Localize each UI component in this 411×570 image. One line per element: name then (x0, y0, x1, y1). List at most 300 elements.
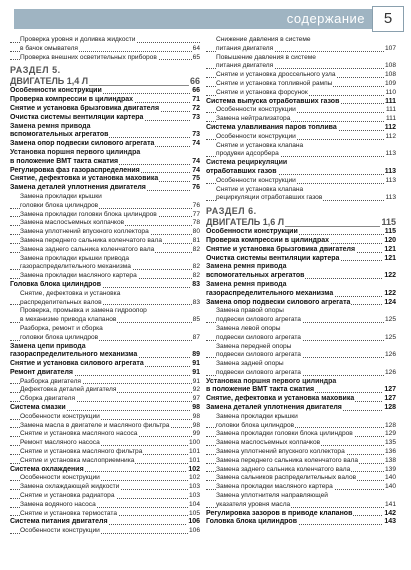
toc-entry-title: указателя уровня масла (216, 500, 291, 508)
toc-entry-page: 66 (189, 76, 200, 87)
toc-entry[interactable] (10, 228, 200, 237)
toc-entry[interactable] (10, 131, 200, 140)
toc-entry-page: 76 (192, 201, 200, 209)
toc-entry[interactable] (10, 219, 200, 228)
toc-entry-title: Снятие и установка маслоприемника (20, 456, 135, 464)
toc-entry[interactable] (10, 114, 200, 123)
toc-entry-page: 71 (192, 96, 200, 104)
toc-entry-title: Замена деталей уплотнения двигателя (10, 184, 146, 192)
toc-entry-page: 103 (188, 492, 200, 500)
chapter-heading[interactable] (206, 217, 396, 228)
toc-entry[interactable] (206, 106, 396, 115)
toc-entry[interactable] (206, 45, 396, 54)
toc-entry-title: Замена прокладки головки блока цилиндров (20, 210, 157, 218)
toc-entry[interactable] (206, 168, 396, 177)
toc-entry[interactable] (206, 71, 396, 80)
toc-entry-page: 82 (192, 263, 200, 271)
toc-entry[interactable] (206, 159, 396, 168)
toc-entry-title: Особенности конструкции (216, 132, 296, 140)
toc-entry[interactable] (10, 404, 200, 413)
toc-entry-title: подвески силового агрегата (216, 368, 301, 376)
toc-entry-page: 142 (384, 509, 396, 517)
toc-entry-title: Замена прокладки головки блока цилиндров (216, 430, 353, 438)
toc-entry-page: 98 (192, 404, 200, 412)
toc-entry[interactable] (206, 255, 396, 264)
toc-entry[interactable] (10, 246, 200, 255)
toc-entry-title: Проверка, промывка и замена гидроопор (20, 307, 147, 315)
toc-entry[interactable] (10, 175, 200, 184)
toc-entry[interactable] (206, 474, 396, 483)
toc-entry-title: Замена маслосъемных колпачков (216, 439, 321, 447)
toc-entry-title: Головка блока цилиндров (10, 280, 101, 288)
toc-entry[interactable] (10, 211, 200, 220)
toc-entry-title: Снятие и установка силового агрегата (10, 360, 144, 368)
toc-entry-page: 125 (384, 333, 396, 341)
toc-entry-page: 91 (192, 360, 200, 368)
toc-entry-page: 80 (192, 228, 200, 236)
toc-right-column (206, 36, 396, 527)
toc-entry-page: 97 (192, 395, 200, 403)
toc-entry[interactable] (10, 483, 200, 492)
toc-entry-page: 139 (384, 465, 396, 473)
toc-entry-title: Снижение давления в системе (216, 36, 311, 43)
toc-entry-title: питания двигателя (216, 62, 274, 70)
toc-entry-page: 129 (384, 430, 396, 438)
toc-entry-title: ДВИГАТЕЛЬ 1,4 Л (10, 76, 89, 87)
toc-entry[interactable] (206, 290, 396, 299)
toc-entry[interactable] (206, 378, 396, 387)
toc-entry-page: 136 (384, 448, 396, 456)
toc-entry[interactable] (10, 510, 200, 519)
header-title: содержание (286, 11, 365, 26)
toc-entry-page: 78 (192, 219, 200, 227)
toc-left-column (10, 36, 200, 536)
toc-entry-page: 113 (385, 194, 396, 202)
toc-entry-page: 85 (192, 316, 200, 324)
toc-entry-title: Особенности конструкции (20, 474, 100, 482)
toc-entry-title: Проверка компрессии в цилиндрах (10, 96, 134, 104)
toc-entry-title: Снятие и установка термостата (20, 509, 118, 517)
toc-entry[interactable] (10, 149, 200, 158)
toc-entry-title: Снятие и установка форсунок (216, 88, 308, 96)
toc-entry-title: Сборка двигателя (20, 395, 76, 403)
toc-entry-title: питания двигателя (216, 44, 274, 52)
toc-entry-title: Регулировка фаз газораспределения (10, 166, 140, 174)
toc-entry[interactable] (10, 105, 200, 114)
toc-entry-title: Замена заднего сальника коленчатого вала (20, 245, 155, 253)
toc-entry-page: 98 (192, 412, 200, 420)
toc-entry-title: Особенности конструкции (20, 412, 100, 420)
toc-entry[interactable] (10, 96, 200, 105)
toc-entry-page: 122 (384, 272, 396, 280)
toc-entry-title: Замена деталей уплотнения двигателя (206, 404, 342, 412)
page-number: 5 (372, 6, 404, 32)
toc-entry[interactable] (10, 87, 200, 96)
toc-entry-title: Очистка системы вентиляции картера (10, 113, 144, 121)
toc-entry-page: 113 (384, 167, 396, 175)
toc-entry-title: Разборка двигателя (20, 377, 81, 385)
toc-entry-title: Установка поршня первого цилиндра (206, 377, 337, 385)
toc-entry[interactable] (10, 167, 200, 176)
toc-entry-page: 92 (192, 386, 200, 394)
toc-entry-title: Замена нейтрализатора (216, 115, 291, 123)
toc-entry-page: 102 (188, 465, 200, 473)
toc-entry[interactable] (10, 299, 200, 308)
toc-entry[interactable] (206, 360, 396, 369)
toc-entry-title: подвески силового агрегата (216, 333, 301, 341)
toc-entry-page: 109 (384, 79, 396, 87)
page-header (0, 6, 411, 32)
toc-entry[interactable] (206, 228, 396, 237)
toc-entry[interactable] (10, 316, 200, 325)
toc-entry[interactable] (206, 386, 396, 395)
toc-entry-page: 75 (192, 175, 200, 183)
toc-entry-title: Замена цепи привода (10, 342, 86, 350)
toc-entry-page: 120 (384, 236, 396, 244)
toc-entry-title: Замена прокладки крышки (216, 412, 298, 420)
toc-entry-page: 124 (384, 298, 396, 306)
toc-entry[interactable] (10, 351, 200, 360)
toc-entry[interactable] (206, 237, 396, 246)
toc-entry-title: Система смазки (10, 404, 66, 412)
toc-entry-title: Особенности конструкции (20, 527, 100, 535)
toc-entry[interactable] (206, 343, 396, 352)
toc-entry-title: Дефектовка деталей двигателя (20, 386, 117, 394)
toc-entry-title: Снятие и установка масляного фильтра (20, 448, 143, 456)
chapter-heading[interactable] (10, 76, 200, 87)
toc-entry[interactable] (206, 492, 396, 501)
toc-entry-title: Замена заднего сальника коленчатого вала (216, 465, 351, 473)
toc-entry-title: Замена водяного насоса (20, 500, 96, 508)
toc-entry-title: рециркуляции отработавших газов (216, 194, 323, 202)
toc-entry-title: Замена уплотнений впускного коллектора (20, 228, 149, 236)
toc-entry-page: 127 (384, 395, 396, 403)
toc-entry[interactable] (206, 430, 396, 439)
toc-entry-title: Замена прокладки крышки (20, 192, 102, 200)
toc-entry-title: ДВИГАТЕЛЬ 1,6 Л (206, 217, 285, 228)
toc-entry[interactable] (206, 404, 396, 413)
toc-entry-title: Замена прокладки крышки привода (20, 254, 129, 262)
toc-entry-page: 121 (384, 254, 396, 262)
toc-entry[interactable] (206, 457, 396, 466)
toc-entry[interactable] (10, 422, 200, 431)
toc-entry-page: 73 (192, 113, 200, 121)
toc-entry[interactable] (10, 281, 200, 290)
toc-entry-page: 77 (192, 210, 200, 218)
toc-entry-page: 102 (188, 474, 200, 482)
toc-entry[interactable] (206, 351, 396, 360)
toc-entry[interactable] (206, 316, 396, 325)
toc-entry-title: в положение ВМТ такта сжатия (206, 386, 315, 394)
toc-entry-page: 140 (384, 483, 396, 491)
toc-entry-page: 108 (384, 71, 396, 79)
toc-entry-title: Замена переднего сальника коленчатого вала (216, 456, 359, 464)
toc-entry-title: Система охлаждения (10, 465, 84, 473)
toc-entry-page: 113 (385, 176, 396, 184)
toc-entry[interactable] (10, 395, 200, 404)
toc-entry[interactable] (10, 263, 200, 272)
toc-entry[interactable] (206, 307, 396, 316)
toc-entry-page: 112 (385, 132, 396, 140)
toc-entry-title: Снятие, дефектовка и установка маховика (206, 395, 355, 403)
toc-entry-page: 74 (192, 140, 200, 148)
toc-entry[interactable] (10, 193, 200, 202)
toc-entry-title: Замена ремня привода (206, 280, 287, 288)
toc-entry-page: 121 (384, 245, 396, 253)
toc-entry-page: 76 (192, 184, 200, 192)
toc-entry[interactable] (206, 263, 396, 272)
toc-entry-page: 140 (384, 474, 396, 482)
toc-entry-page: 107 (384, 44, 396, 52)
toc-entry-title: Замена маслосъемных колпачков (20, 219, 125, 227)
toc-entry-title: Ремонт двигателя (10, 368, 73, 376)
toc-entry-title: Разборка, ремонт и сборка (20, 324, 103, 332)
toc-entry-title: Снятие и установка брызговика двигателя (10, 104, 160, 112)
toc-entry-title: отработавших газов (206, 167, 277, 175)
toc-entry-title: Замена опор подвески силового агрегата (206, 298, 351, 306)
toc-entry-title: Особенности конструкции (10, 87, 102, 95)
toc-entry-title: Очистка системы вентиляции картера (206, 254, 340, 262)
toc-entry-title: в механизме привода клапанов (20, 316, 117, 324)
toc-entry-title: вспомогательных агрегатов (206, 272, 305, 280)
toc-entry[interactable] (206, 448, 396, 457)
toc-entry-page: 143 (384, 518, 396, 526)
toc-entry[interactable] (10, 255, 200, 264)
toc-entry-page: 74 (192, 157, 200, 165)
toc-entry[interactable] (206, 186, 396, 195)
toc-entry-title: продувки адсорбера (216, 150, 279, 158)
toc-entry-page: 74 (192, 166, 200, 174)
toc-entry[interactable] (206, 246, 396, 255)
toc-entry-title: в бачок омывателя (20, 44, 79, 52)
toc-entry-title: подвески силового агрегата (216, 316, 301, 324)
toc-entry-page: 108 (384, 62, 396, 70)
toc-entry[interactable] (10, 492, 200, 501)
toc-entry-title: Проверка компрессии в цилиндрах (206, 236, 330, 244)
toc-entry-title: Замена уплотнителя направляющей (216, 492, 328, 500)
toc-entry-page: 110 (385, 88, 396, 96)
toc-entry-title: Проверка внешних осветительных приборов (20, 53, 157, 61)
toc-entry[interactable] (10, 430, 200, 439)
toc-entry[interactable] (10, 140, 200, 149)
toc-entry-title: Особенности конструкции (216, 176, 296, 184)
toc-entry[interactable] (206, 150, 396, 159)
toc-entry-title: Снятие, дефектовка и установка (20, 289, 121, 297)
toc-entry-title: Замена переднего сальника коленчатого вала (20, 236, 163, 244)
toc-entry[interactable] (10, 466, 200, 475)
toc-entry[interactable] (10, 501, 200, 510)
toc-entry[interactable] (10, 202, 200, 211)
toc-entry-page: 111 (385, 106, 396, 114)
toc-entry[interactable] (10, 325, 200, 334)
toc-entry-page: 87 (192, 333, 200, 341)
toc-entry-page: 128 (384, 421, 396, 429)
toc-entry-page: 91 (192, 368, 200, 376)
toc-entry-title: Особенности конструкции (216, 106, 296, 114)
toc-entry[interactable] (206, 299, 396, 308)
toc-entry-page: 81 (192, 236, 200, 244)
toc-entry-page: 103 (188, 483, 200, 491)
toc-entry[interactable] (206, 177, 396, 186)
toc-entry[interactable] (206, 510, 396, 519)
toc-entry-page: 115 (381, 217, 396, 228)
toc-entry-page: 115 (384, 228, 396, 236)
toc-entry-title: Регулировка зазоров в приводе клапанов (206, 509, 353, 517)
toc-entry[interactable] (206, 36, 396, 45)
toc-entry-page: 122 (384, 289, 396, 297)
toc-entry-page: 66 (192, 87, 200, 95)
toc-entry[interactable] (206, 98, 396, 107)
toc-entry[interactable] (10, 360, 200, 369)
toc-entry[interactable] (206, 439, 396, 448)
toc-entry[interactable] (206, 80, 396, 89)
toc-entry[interactable] (206, 272, 396, 281)
toc-entry-page: 82 (192, 272, 200, 280)
toc-entry-page: 65 (192, 53, 200, 61)
toc-entry[interactable] (10, 290, 200, 299)
toc-entry[interactable] (206, 501, 396, 510)
toc-entry-title: Особенности конструкции (206, 228, 298, 236)
toc-entry[interactable] (206, 89, 396, 98)
toc-entry[interactable] (206, 395, 396, 404)
toc-entry-title: распределительных валов (20, 298, 102, 306)
toc-entry-title: Замена левой опоры (216, 324, 281, 332)
toc-entry[interactable] (206, 422, 396, 431)
toc-entry-title: Система улавливания паров топлива (206, 123, 337, 131)
toc-entry-title: подвески силового агрегата (216, 351, 301, 359)
toc-entry[interactable] (206, 142, 396, 151)
toc-entry[interactable] (10, 413, 200, 422)
toc-entry-page: 126 (384, 351, 396, 359)
toc-entry-page: 126 (384, 368, 396, 376)
toc-entry-title: Замена правой опоры (216, 307, 284, 315)
toc-entry-title: Снятие, дефектовка и установка маховика (10, 175, 159, 183)
toc-entry[interactable] (206, 115, 396, 124)
toc-entry-title: Ремонт масляного насоса (20, 439, 100, 447)
toc-entry[interactable] (10, 527, 200, 536)
toc-entry[interactable] (10, 334, 200, 343)
toc-entry[interactable] (206, 483, 396, 492)
toc-entry[interactable] (10, 518, 200, 527)
toc-entry-title: Замена опор подвески силового агрегата (10, 140, 155, 148)
toc-entry-page: 89 (192, 351, 200, 359)
toc-entry-title: головки блока цилиндров (216, 421, 295, 429)
section-heading: РАЗДЕЛ 6. (206, 206, 257, 217)
toc-entry-title: головки блока цилиндров (20, 201, 99, 209)
toc-entry[interactable] (10, 45, 200, 54)
toc-entry[interactable] (10, 184, 200, 193)
toc-entry[interactable] (10, 386, 200, 395)
toc-entry-page: 127 (384, 386, 396, 394)
toc-entry-page: 98 (192, 421, 200, 429)
toc-entry-title: Установка поршня первого цилиндра (10, 148, 141, 156)
toc-entry[interactable] (10, 439, 200, 448)
toc-entry-title: Замена охлаждающей жидкости (20, 483, 120, 491)
toc-entry[interactable] (206, 281, 396, 290)
toc-entry[interactable] (10, 457, 200, 466)
toc-entry-title: головки блока цилиндров (20, 333, 99, 341)
toc-entry[interactable] (206, 369, 396, 378)
toc-entry-page: 113 (385, 150, 396, 158)
toc-entry[interactable] (206, 62, 396, 71)
toc-entry-title: Снятие и установка масляного насоса (20, 430, 138, 438)
toc-entry-page: 82 (192, 245, 200, 253)
toc-entry-title: Проверка уровня и доливка жидкости (20, 36, 136, 43)
toc-entry-title: Снятие и установка топливной рампы (216, 79, 333, 87)
toc-entry-page: 106 (188, 527, 200, 535)
toc-entry[interactable] (10, 36, 200, 45)
toc-entry[interactable] (206, 413, 396, 422)
toc-entry[interactable] (206, 334, 396, 343)
toc-entry-page: 104 (188, 500, 200, 508)
toc-entry[interactable] (206, 54, 396, 63)
toc-entry-title: Система питания двигателя (10, 518, 108, 526)
toc-entry-page: 99 (192, 430, 200, 438)
toc-entry-title: газораспределительного механизма (10, 351, 138, 359)
toc-entry-title: газораспределительного механизма (206, 289, 334, 297)
toc-entry-page: 83 (192, 298, 200, 306)
toc-entry-page: 106 (188, 518, 200, 526)
toc-entry[interactable] (206, 466, 396, 475)
toc-entry-page: 83 (192, 280, 200, 288)
toc-entry[interactable] (10, 307, 200, 316)
toc-entry[interactable] (206, 133, 396, 142)
toc-entry[interactable] (10, 158, 200, 167)
toc-entry-title: Замена масла в двигателе и масляного фильтра (20, 421, 170, 429)
toc-entry-page: 105 (188, 509, 200, 517)
toc-entry[interactable] (206, 325, 396, 334)
toc-entry[interactable] (10, 54, 200, 63)
toc-entry-title: Снятие и установка брызговика двигателя (206, 245, 356, 253)
toc-entry-page: 111 (385, 115, 396, 123)
toc-entry-title: Замена прокладки масляного картера (216, 483, 333, 491)
toc-entry-page: 125 (384, 316, 396, 324)
toc-entry[interactable] (10, 448, 200, 457)
toc-entry-title: Замена ремня привода (10, 122, 91, 130)
toc-entry-title: Замена задней опоры (216, 360, 284, 368)
toc-entry-title: Замена прокладки масляного картера (20, 272, 137, 280)
toc-entry-page: 72 (192, 104, 200, 112)
toc-entry-page: 112 (384, 123, 396, 131)
toc-entry-page: 91 (192, 377, 200, 385)
toc-entry-page: 101 (188, 456, 200, 464)
toc-entry[interactable] (10, 343, 200, 352)
toc-entry-title: Замена передней опоры (216, 342, 292, 350)
toc-entry-title: газораспределительного механизма (20, 263, 131, 271)
toc-entry-page: 73 (192, 131, 200, 139)
toc-entry-page: 141 (384, 500, 396, 508)
toc-entry[interactable] (10, 474, 200, 483)
toc-entry-title: Снятие и установка радиатора (20, 492, 115, 500)
toc-entry[interactable] (206, 518, 396, 527)
toc-entry-title: Снятие и установка клапана (216, 141, 304, 149)
toc-entry[interactable] (10, 378, 200, 387)
toc-entry-title: Замена ремня привода (206, 263, 287, 271)
toc-entry-title: Снятие и установка клапана (216, 185, 304, 193)
toc-entry-page: 111 (385, 97, 396, 105)
toc-entry[interactable] (206, 194, 396, 203)
toc-entry[interactable] (10, 272, 200, 281)
toc-entry[interactable] (10, 123, 200, 132)
toc-entry-page: 101 (188, 448, 200, 456)
toc-entry-page: 128 (384, 404, 396, 412)
toc-entry-title: Система рециркуляции (206, 159, 288, 167)
toc-entry[interactable] (10, 369, 200, 378)
toc-entry[interactable] (206, 124, 396, 133)
toc-entry-page: 64 (192, 44, 200, 52)
toc-entry[interactable] (10, 237, 200, 246)
toc-entry-page: 100 (188, 439, 200, 447)
